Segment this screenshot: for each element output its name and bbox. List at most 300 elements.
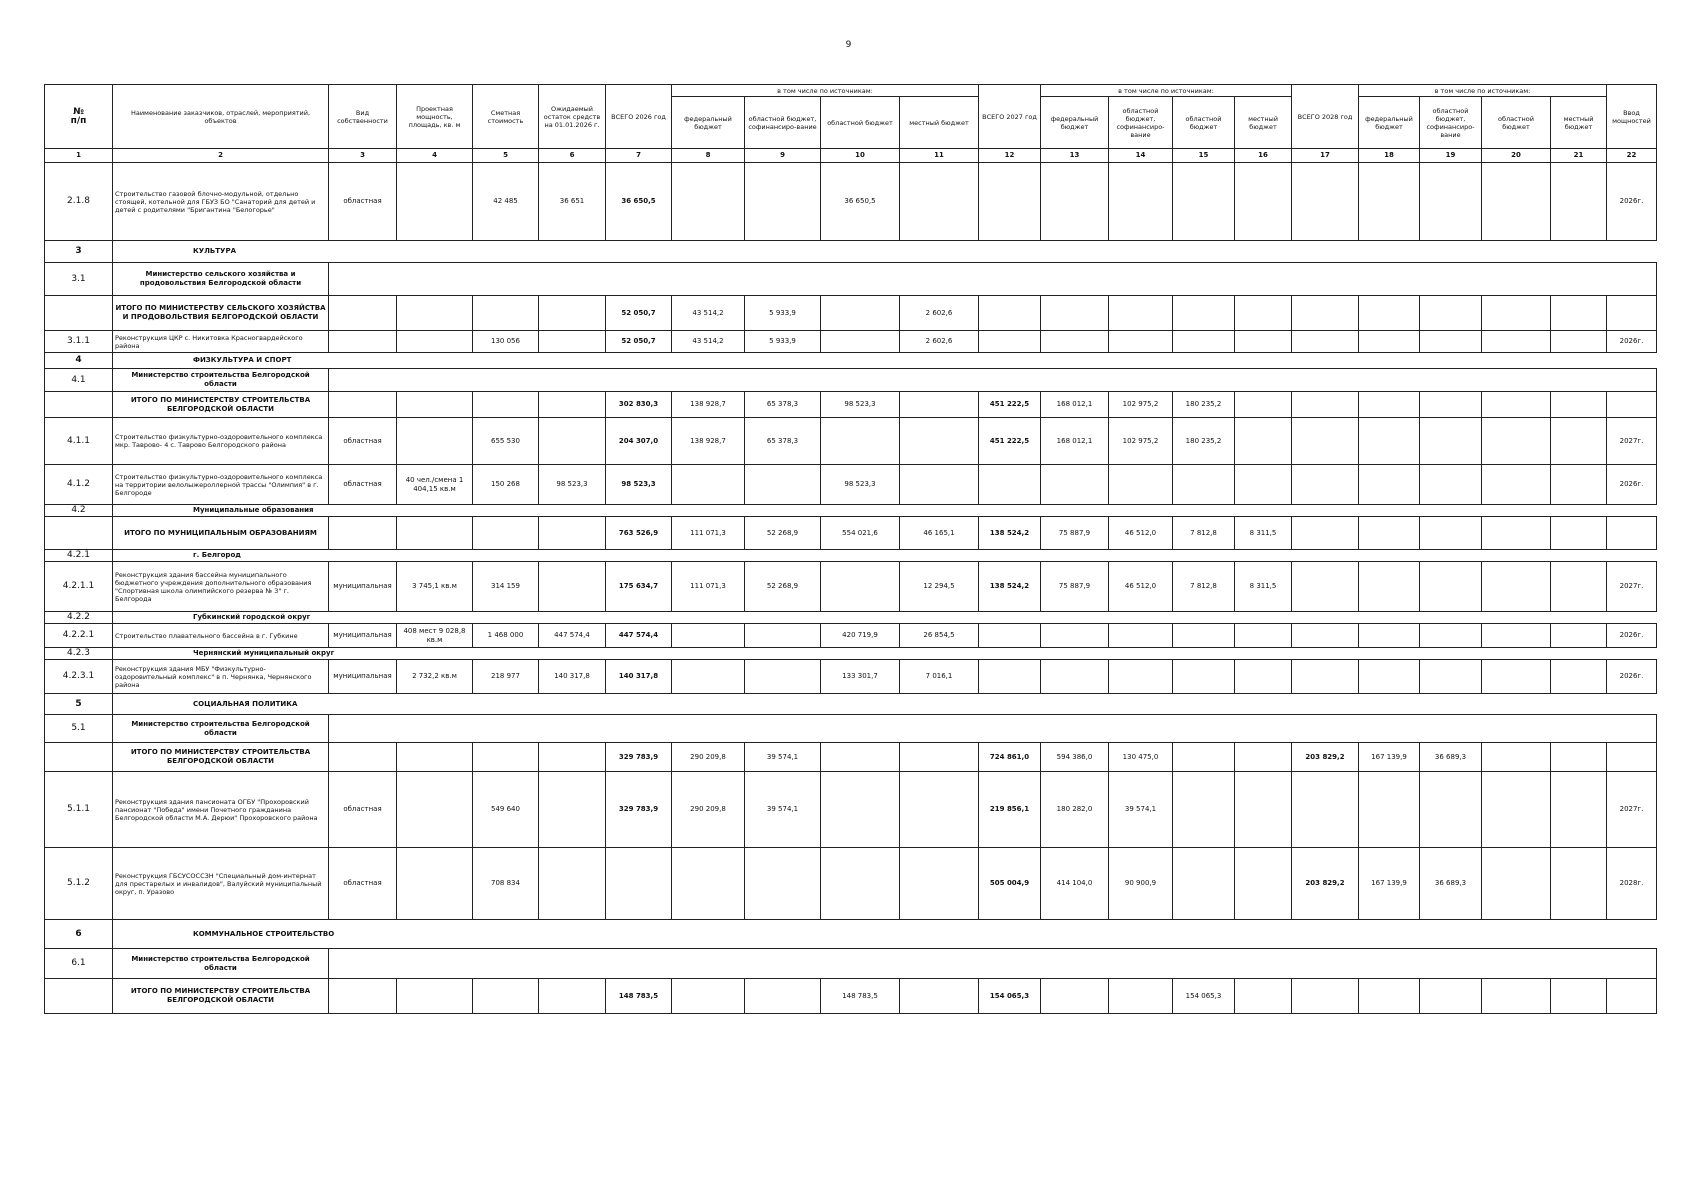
row-cell — [745, 163, 821, 241]
row-cell — [979, 163, 1041, 241]
row-index: 4.2.1.1 — [45, 562, 113, 612]
row-cell: 290 209,8 — [672, 743, 745, 772]
row-cell — [1420, 660, 1482, 694]
row-cell — [539, 848, 606, 920]
row-cell — [397, 848, 473, 920]
row-cell — [1551, 163, 1607, 241]
row-cell — [979, 465, 1041, 505]
row-cell — [473, 743, 539, 772]
row-cell: 2026г. — [1607, 660, 1657, 694]
row-cell: 447 574,4 — [539, 624, 606, 648]
row-cell — [1292, 624, 1359, 648]
row-cell — [397, 418, 473, 465]
column-number: 17 — [1292, 149, 1359, 163]
row-cell: 420 719,9 — [821, 624, 900, 648]
row-name: ИТОГО ПО МИНИСТЕРСТВУ СТРОИТЕЛЬСТВА БЕЛГОРОДСКОЙ ОБЛАСТИ — [113, 392, 329, 418]
row-cell — [1235, 979, 1292, 1014]
row-cell: 314 159 — [473, 562, 539, 612]
row-cell: 46 512,0 — [1109, 562, 1173, 612]
row-cell — [1420, 163, 1482, 241]
row-cell — [1420, 465, 1482, 505]
row-cell: 549 640 — [473, 772, 539, 848]
row-cell: 218 977 — [473, 660, 539, 694]
row-cell — [397, 392, 473, 418]
row-cell: 102 975,2 — [1109, 392, 1173, 418]
row-cell — [672, 848, 745, 920]
row-name: Реконструкция здания бассейна муниципального бюджетного учреждения дополнительного образования "Спортивная школа олимпийского резерва № 3" г. Белгорода — [113, 562, 329, 612]
row-cell — [821, 743, 900, 772]
investment-program-table — [44, 84, 1657, 1014]
row-cell — [397, 163, 473, 241]
header-remainder: Ожидаемый остаток средств на 01.01.2026 г. — [539, 85, 606, 149]
row-cell — [1109, 163, 1173, 241]
row-index: 5.1.1 — [45, 772, 113, 848]
column-number: 4 — [397, 149, 473, 163]
row-cell: 138 524,2 — [979, 562, 1041, 612]
column-number: 13 — [1041, 149, 1109, 163]
table-row-section — [45, 920, 1657, 949]
header-total-2028: ВСЕГО 2028 год — [1292, 85, 1359, 149]
row-cell — [1041, 624, 1109, 648]
row-name: Министерство строительства Белгородской области — [113, 949, 329, 979]
row-name: Министерство строительства Белгородской области — [113, 715, 329, 743]
row-cell — [1235, 743, 1292, 772]
row-cell — [539, 772, 606, 848]
header-total-2027: ВСЕГО 2027 год — [979, 85, 1041, 149]
row-cell: 154 065,3 — [979, 979, 1041, 1014]
header-federal-2028: федеральный бюджет — [1359, 97, 1420, 149]
table-row-item — [45, 331, 1657, 353]
row-cell: 180 235,2 — [1173, 392, 1235, 418]
row-cell: 65 378,3 — [745, 392, 821, 418]
row-cell: 2027г. — [1607, 418, 1657, 465]
row-cell — [745, 848, 821, 920]
column-number: 5 — [473, 149, 539, 163]
header-estimate: Сметная стоимость — [473, 85, 539, 149]
row-cell: 329 783,9 — [606, 743, 672, 772]
row-cell — [1173, 465, 1235, 505]
column-number: 2 — [113, 149, 329, 163]
row-cell — [1420, 979, 1482, 1014]
row-cell — [397, 772, 473, 848]
row-cell: 2 602,6 — [900, 331, 979, 353]
row-cell: 167 139,9 — [1359, 848, 1420, 920]
row-filler — [329, 369, 1657, 392]
row-cell — [539, 331, 606, 353]
row-filler — [329, 949, 1657, 979]
row-cell: областная — [329, 418, 397, 465]
row-cell — [1292, 517, 1359, 550]
row-cell — [979, 660, 1041, 694]
row-cell — [1292, 163, 1359, 241]
row-cell — [1359, 660, 1420, 694]
row-cell: 111 071,3 — [672, 562, 745, 612]
row-cell — [979, 624, 1041, 648]
row-cell — [1551, 562, 1607, 612]
column-number-row — [45, 149, 1657, 163]
row-cell — [1173, 163, 1235, 241]
row-cell — [1235, 331, 1292, 353]
row-cell — [1109, 979, 1173, 1014]
row-index: 2.1.8 — [45, 163, 113, 241]
table-row-ministry — [45, 949, 1657, 979]
row-cell — [1041, 331, 1109, 353]
row-cell — [329, 392, 397, 418]
row-cell: 2027г. — [1607, 562, 1657, 612]
row-cell: 102 975,2 — [1109, 418, 1173, 465]
row-cell: 36 651 — [539, 163, 606, 241]
row-cell — [1551, 979, 1607, 1014]
row-cell — [672, 660, 745, 694]
row-name: ИТОГО ПО МИНИСТЕРСТВУ СЕЛЬСКОГО ХОЗЯЙСТВА И ПРОДОВОЛЬСТВИЯ БЕЛГОРОДСКОЙ ОБЛАСТИ — [113, 296, 329, 331]
row-cell: 42 485 — [473, 163, 539, 241]
row-cell — [1482, 848, 1551, 920]
row-cell — [1292, 331, 1359, 353]
row-cell: 203 829,2 — [1292, 743, 1359, 772]
row-cell — [397, 331, 473, 353]
row-cell: 655 530 — [473, 418, 539, 465]
row-index: 4.2.1 — [45, 550, 113, 562]
column-number: 20 — [1482, 149, 1551, 163]
row-cell: 2026г. — [1607, 624, 1657, 648]
row-cell: 46 165,1 — [900, 517, 979, 550]
row-cell — [1359, 418, 1420, 465]
header-local-2028: местный бюджет — [1551, 97, 1607, 149]
header-no: № п/п — [45, 85, 113, 149]
row-cell — [1420, 392, 1482, 418]
row-cell — [979, 331, 1041, 353]
row-cell: 329 783,9 — [606, 772, 672, 848]
row-cell: 451 222,5 — [979, 418, 1041, 465]
column-number: 7 — [606, 149, 672, 163]
table-row-total — [45, 296, 1657, 331]
row-cell — [1041, 465, 1109, 505]
row-cell: областная — [329, 848, 397, 920]
row-cell: 46 512,0 — [1109, 517, 1173, 550]
row-cell — [1420, 624, 1482, 648]
row-index — [45, 517, 113, 550]
row-cell: 98 523,3 — [539, 465, 606, 505]
header-regional-2027: областной бюджет — [1173, 97, 1235, 149]
row-cell — [1292, 979, 1359, 1014]
row-index: 5.1.2 — [45, 848, 113, 920]
row-cell — [1292, 392, 1359, 418]
row-cell — [329, 331, 397, 353]
header-sources-2027: в том числе по источникам: — [1041, 85, 1292, 97]
table-row-section — [45, 694, 1657, 715]
row-cell — [1482, 465, 1551, 505]
row-cell — [1109, 624, 1173, 648]
row-name: Строительство физкультурно-оздоровительного комплекса на территории велолыжероллерной трассы "Олимпия" в г. Белгороде — [113, 465, 329, 505]
row-cell — [1482, 979, 1551, 1014]
row-cell — [1173, 743, 1235, 772]
row-cell: муниципальная — [329, 624, 397, 648]
row-cell: 2 732,2 кв.м — [397, 660, 473, 694]
row-cell — [1041, 660, 1109, 694]
row-cell — [1041, 163, 1109, 241]
header-local-2026: местный бюджет — [900, 97, 979, 149]
row-cell — [539, 743, 606, 772]
row-cell — [1482, 743, 1551, 772]
row-cell: 36 650,5 — [821, 163, 900, 241]
row-cell: 724 861,0 — [979, 743, 1041, 772]
row-cell — [1420, 296, 1482, 331]
column-number: 18 — [1359, 149, 1420, 163]
header-regional-2028: областной бюджет — [1482, 97, 1551, 149]
row-cell: 75 887,9 — [1041, 517, 1109, 550]
row-cell — [1235, 296, 1292, 331]
row-cell — [1235, 848, 1292, 920]
row-cell: 451 222,5 — [979, 392, 1041, 418]
row-cell — [1551, 517, 1607, 550]
row-cell — [1607, 296, 1657, 331]
row-cell: 2028г. — [1607, 848, 1657, 920]
row-cell — [1607, 743, 1657, 772]
table-row-ministry — [45, 369, 1657, 392]
row-index: 6.1 — [45, 949, 113, 979]
row-cell — [745, 660, 821, 694]
row-name: Реконструкция здания пансионата ОГБУ "Прохоровский пансионат "Победа" имени Почетного гражданина Белгородской области М.А. Дерюи" Прохоровского района — [113, 772, 329, 848]
row-cell — [1109, 296, 1173, 331]
row-cell — [1109, 660, 1173, 694]
row-cell — [900, 418, 979, 465]
row-cell: 1 468 000 — [473, 624, 539, 648]
row-index: 4.2.3.1 — [45, 660, 113, 694]
column-number: 14 — [1109, 149, 1173, 163]
row-cell — [1359, 331, 1420, 353]
row-cell — [1173, 660, 1235, 694]
row-cell: 302 830,3 — [606, 392, 672, 418]
column-number: 1 — [45, 149, 113, 163]
row-cell — [1235, 660, 1292, 694]
row-cell — [672, 979, 745, 1014]
row-cell: 36 689,3 — [1420, 743, 1482, 772]
row-cell — [745, 624, 821, 648]
row-cell — [1359, 465, 1420, 505]
row-cell: 180 235,2 — [1173, 418, 1235, 465]
row-cell — [473, 517, 539, 550]
row-index: 5.1 — [45, 715, 113, 743]
row-cell — [1359, 979, 1420, 1014]
row-cell: областная — [329, 465, 397, 505]
row-cell — [1482, 331, 1551, 353]
row-cell — [1359, 624, 1420, 648]
column-number: 19 — [1420, 149, 1482, 163]
row-cell — [900, 979, 979, 1014]
row-cell — [1173, 848, 1235, 920]
row-index: 4.2.2.1 — [45, 624, 113, 648]
column-number: 9 — [745, 149, 821, 163]
row-cell — [1607, 392, 1657, 418]
header-ownership: Вид собственности — [329, 85, 397, 149]
table-row-subsec — [45, 648, 1657, 660]
row-cell — [1482, 772, 1551, 848]
row-cell — [397, 296, 473, 331]
row-cell: 168 012,1 — [1041, 418, 1109, 465]
row-cell — [539, 562, 606, 612]
row-name: Строительство газовой блочно-модульной, отдельно стоящей, котельной для ГБУЗ БО "Санаторий для детей и детей с родителями "Бригантина "Белогорье" — [113, 163, 329, 241]
row-cell — [397, 743, 473, 772]
row-cell: 52 268,9 — [745, 562, 821, 612]
row-name: ИТОГО ПО МИНИСТЕРСТВУ СТРОИТЕЛЬСТВА БЕЛГОРОДСКОЙ ОБЛАСТИ — [113, 979, 329, 1014]
row-cell: 43 514,2 — [672, 296, 745, 331]
row-name: Губкинский городской округ — [113, 612, 1657, 624]
table-row-item — [45, 418, 1657, 465]
row-cell — [329, 979, 397, 1014]
row-cell — [1551, 772, 1607, 848]
row-cell — [1359, 296, 1420, 331]
row-cell — [1235, 163, 1292, 241]
row-cell — [1292, 296, 1359, 331]
row-cell: 219 856,1 — [979, 772, 1041, 848]
row-name: Реконструкция здания МБУ "Физкультурно-оздоровительный комплекс" в п. Чернянка, Чернянского района — [113, 660, 329, 694]
header-regional-2026: областной бюджет — [821, 97, 900, 149]
row-name: ИТОГО ПО МУНИЦИПАЛЬНЫМ ОБРАЗОВАНИЯМ — [113, 517, 329, 550]
row-cell — [1173, 624, 1235, 648]
row-cell: 140 317,8 — [539, 660, 606, 694]
row-cell — [672, 624, 745, 648]
row-cell — [1551, 848, 1607, 920]
column-number: 16 — [1235, 149, 1292, 163]
table-row-total — [45, 743, 1657, 772]
row-cell — [539, 392, 606, 418]
row-index — [45, 743, 113, 772]
row-cell: 204 307,0 — [606, 418, 672, 465]
row-cell — [1359, 562, 1420, 612]
row-cell — [1235, 392, 1292, 418]
row-cell: муниципальная — [329, 660, 397, 694]
row-cell — [539, 517, 606, 550]
row-cell — [821, 331, 900, 353]
row-cell — [473, 296, 539, 331]
row-cell: 180 282,0 — [1041, 772, 1109, 848]
header-sources-2028: в том числе по источникам: — [1359, 85, 1607, 97]
column-number: 12 — [979, 149, 1041, 163]
row-cell — [1551, 296, 1607, 331]
row-cell — [1235, 418, 1292, 465]
row-cell — [1109, 331, 1173, 353]
table-row-total — [45, 979, 1657, 1014]
row-cell: 133 301,7 — [821, 660, 900, 694]
row-name: Муниципальные образования — [113, 505, 1657, 517]
row-cell — [672, 163, 745, 241]
row-cell — [1359, 392, 1420, 418]
row-cell — [1420, 331, 1482, 353]
row-cell: 52 050,7 — [606, 331, 672, 353]
table-row-item — [45, 465, 1657, 505]
row-index: 4.2.3 — [45, 648, 113, 660]
row-cell: 554 021,6 — [821, 517, 900, 550]
column-number: 22 — [1607, 149, 1657, 163]
row-index: 3.1 — [45, 263, 113, 296]
row-cell: 3 745,1 кв.м — [397, 562, 473, 612]
row-cell — [1359, 772, 1420, 848]
header-total-2026: ВСЕГО 2026 год — [606, 85, 672, 149]
row-cell: 8 311,5 — [1235, 517, 1292, 550]
row-cell — [1551, 392, 1607, 418]
row-cell — [1420, 418, 1482, 465]
column-number: 3 — [329, 149, 397, 163]
row-index: 4 — [45, 353, 113, 369]
row-cell — [821, 772, 900, 848]
row-cell: 130 056 — [473, 331, 539, 353]
row-cell — [473, 979, 539, 1014]
table-row-item — [45, 772, 1657, 848]
row-cell — [900, 465, 979, 505]
row-index: 3 — [45, 241, 113, 263]
row-cell: 98 523,3 — [821, 465, 900, 505]
row-cell — [1041, 296, 1109, 331]
row-name: Министерство сельского хозяйства и продовольствия Белгородской области — [113, 263, 329, 296]
row-cell — [672, 465, 745, 505]
row-cell — [979, 296, 1041, 331]
row-cell — [821, 418, 900, 465]
row-cell — [1292, 418, 1359, 465]
row-cell — [1235, 772, 1292, 848]
row-cell: 140 317,8 — [606, 660, 672, 694]
row-index: 3.1.1 — [45, 331, 113, 353]
row-cell — [539, 418, 606, 465]
row-cell — [900, 772, 979, 848]
row-cell: 175 634,7 — [606, 562, 672, 612]
row-cell: 708 834 — [473, 848, 539, 920]
row-cell — [1482, 517, 1551, 550]
row-cell: 2026г. — [1607, 331, 1657, 353]
row-cell: 111 071,3 — [672, 517, 745, 550]
row-cell — [1482, 660, 1551, 694]
row-cell — [329, 743, 397, 772]
table-row-section — [45, 241, 1657, 263]
row-cell — [397, 517, 473, 550]
row-cell — [1420, 517, 1482, 550]
row-cell — [329, 296, 397, 331]
row-cell — [821, 848, 900, 920]
row-cell — [1173, 296, 1235, 331]
row-cell — [1482, 163, 1551, 241]
row-cell: 8 311,5 — [1235, 562, 1292, 612]
table-row-item — [45, 848, 1657, 920]
row-filler — [329, 715, 1657, 743]
row-cell — [1607, 517, 1657, 550]
row-cell — [1235, 624, 1292, 648]
row-name: КУЛЬТУРА — [113, 241, 1657, 263]
row-index — [45, 979, 113, 1014]
row-name: Реконструкция ГБСУСОССЗН "Специальный дом-интернат для престарелых и инвалидов", Валуйский муниципальный округ, п. Уразово — [113, 848, 329, 920]
table-row-total — [45, 517, 1657, 550]
table-row-item — [45, 624, 1657, 648]
row-cell — [606, 848, 672, 920]
row-cell — [539, 296, 606, 331]
row-cell — [1551, 660, 1607, 694]
row-cell: 12 294,5 — [900, 562, 979, 612]
row-cell — [821, 562, 900, 612]
row-index: 6 — [45, 920, 113, 949]
header-cofin-2026: областной бюджет, софинансиро-вание — [745, 97, 821, 149]
row-cell: 5 933,9 — [745, 296, 821, 331]
table-row-section — [45, 353, 1657, 369]
row-name: ИТОГО ПО МИНИСТЕРСТВУ СТРОИТЕЛЬСТВА БЕЛГОРОДСКОЙ ОБЛАСТИ — [113, 743, 329, 772]
row-cell: 505 004,9 — [979, 848, 1041, 920]
row-cell — [1482, 296, 1551, 331]
header-capacity: Проектная мощность, площадь, кв. м — [397, 85, 473, 149]
row-name: Реконструкция ЦКР с. Никитовка Красногвардейского района — [113, 331, 329, 353]
row-index — [45, 296, 113, 331]
row-cell — [1359, 517, 1420, 550]
row-cell: 290 209,8 — [672, 772, 745, 848]
row-cell — [745, 465, 821, 505]
table-row-ministry — [45, 715, 1657, 743]
row-cell: 39 574,1 — [745, 772, 821, 848]
